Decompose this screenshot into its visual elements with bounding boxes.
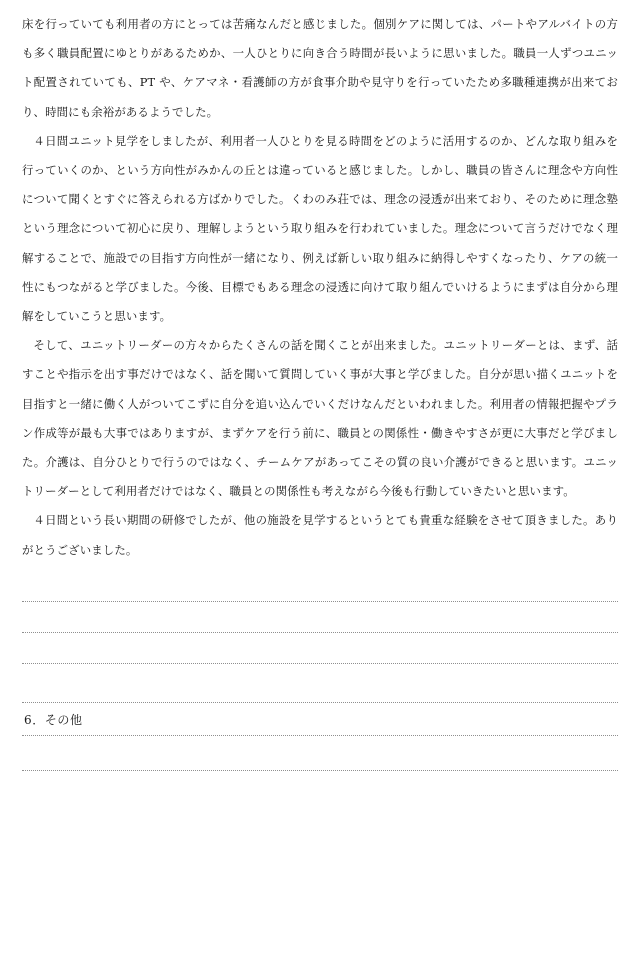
paragraph-4: ４日間という長い期間の研修でしたが、他の施設を見学するというとても貴重な経験をさせて頂きました。ありがとうございました。: [22, 513, 618, 557]
paragraph-2: ４日間ユニット見学をしましたが、利用者一人ひとりを見る時間をどのように活用するのか、どんな取り組みを行っていくのか、という方向性がみかんの丘とは違っていると感じました。しかし、職員の皆さんに理念や方向性について聞くとすぐに答えられる方ばかりでした。くわのみ荘では、理念の浸透が出来ており、そのために理念塾という理念について初心に戻り、理解しようという取り組みを行われていました。理念について言うだけでなく理解することで、施設での目指す方向性が一緒になり、例えば新しい取り組みに納得しやすくなったり、ケアの統一性にもつながると学びました。今後、目標でもある理念の浸透に向けて取り組んでいけるようにまずは自分から理解をしていこうと思います。: [22, 133, 618, 324]
paragraph-1: 床を行っていても利用者の方にとっては苦痛なんだと感じました。個別ケアに関しては、パートやアルバイトの方も多く職員配置にゆとりがあるためか、一人ひとりに向き合う時間が長いように思いました。職員一人ずつユニット配置されていても、PT や、ケアマネ・看護師の方が食事介助や見守りを行っていたため多職種連携が出来ており、時間にも余裕があるようでした。: [22, 17, 618, 119]
blank-rule-line: [22, 602, 618, 633]
blank-rule-line: [22, 633, 618, 664]
blank-ruled-lines: [22, 571, 618, 703]
blank-rule-line: [22, 736, 618, 771]
paragraph-3: そして、ユニットリーダーの方々からたくさんの話を聞くことが出来ました。ユニットリーダーとは、まず、話すことや指示を出す事だけではなく、話を聞いて質問していく事が大事と学びました。自分が思い描くユニットを目指すと一緒に働く人がついてこずに自分を追い込んでいくだけなんだといわれました。利用者の情報把握やプラン作成等が最も大事ではありますが、まずケアを行う前に、職員との関係性・働きやすさが更に大事だと学びました。介護は、自分ひとりで行うのではなく、チームケアがあってこその質の良い介護ができると思います。ユニットリーダーとして利用者だけではなく、職員との関係性も考えながら今後も行動していきたいと思います。: [22, 338, 618, 499]
document-body: [22, 10, 618, 565]
section-heading: 6．その他: [22, 705, 618, 736]
blank-rule-line: [22, 664, 618, 703]
trailing-ruled-lines: [22, 736, 618, 771]
blank-rule-line: [22, 571, 618, 602]
